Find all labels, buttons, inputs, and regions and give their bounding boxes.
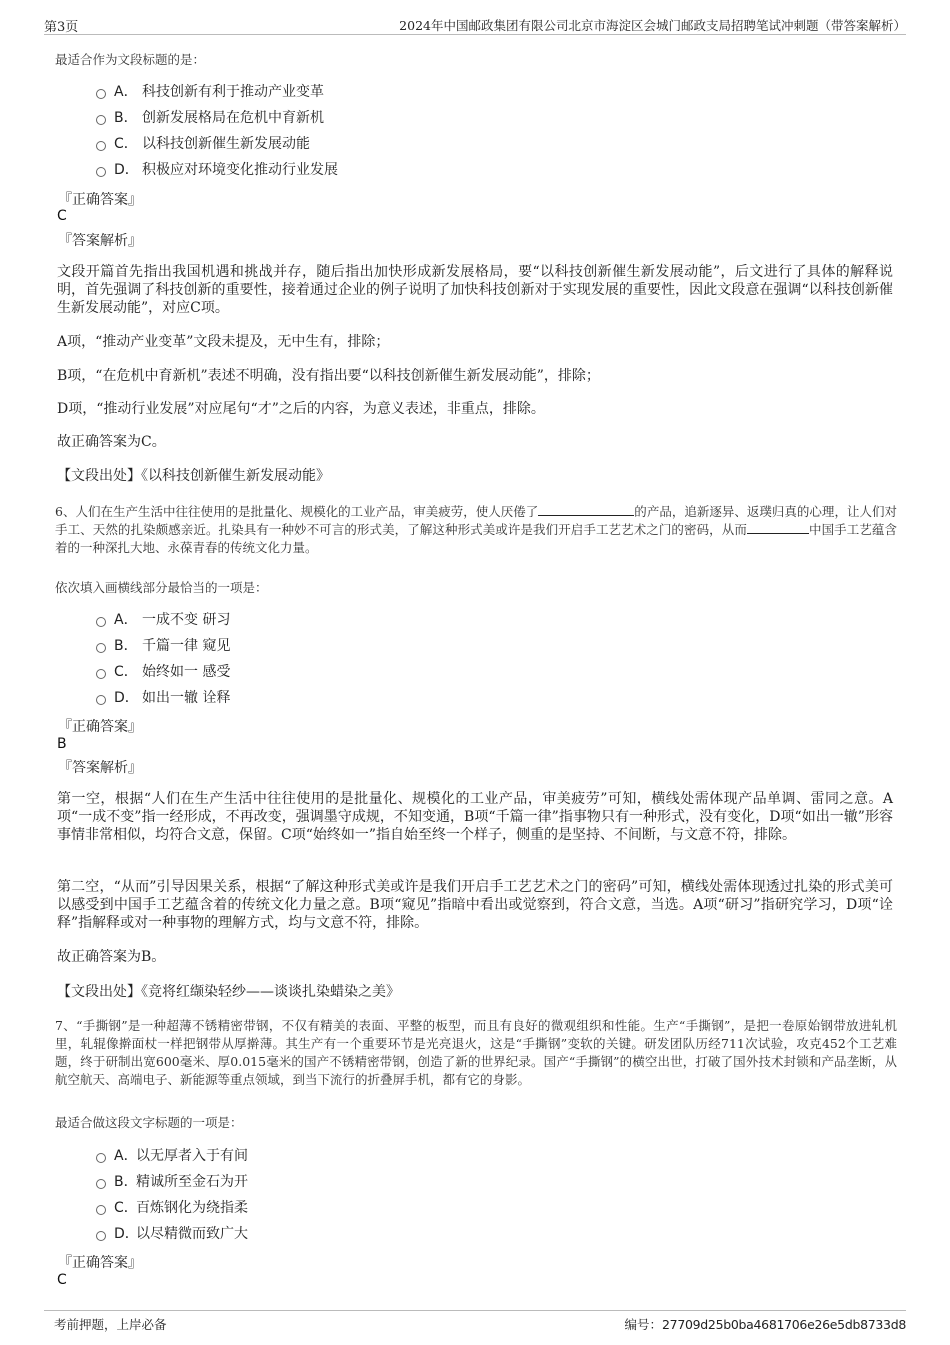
option-text: 百炼钢化为绕指柔	[136, 1200, 248, 1216]
q6-option-a[interactable]	[96, 610, 230, 630]
q7-prompt: 最适合做这段文字标题的一项是：	[55, 1115, 243, 1130]
q6-prompt: 依次填入画横线部分最恰当的一项是：	[55, 580, 268, 595]
option-text: 以科技创新催生新发展动能	[142, 136, 310, 152]
radio-button-icon[interactable]	[96, 1205, 106, 1215]
q5-analysis-paragraph: D项，“推动行业发展”对应尾句“才”之后的内容，为意义表述，非重点，排除。	[57, 401, 545, 417]
q6-answer: B	[57, 736, 67, 752]
q6-option-d[interactable]	[96, 688, 230, 708]
footer-slogan: 考前押题，上岸必备	[54, 1317, 167, 1332]
option-text: 以尽精微而致广大	[136, 1226, 248, 1242]
q6-stem	[55, 503, 897, 557]
q6-option-c[interactable]	[96, 662, 230, 682]
q7-answer-label: 『正确答案』	[58, 1255, 142, 1271]
q5-prompt: 最适合作为文段标题的是：	[55, 52, 206, 67]
option-text: 创新发展格局在危机中育新机	[142, 110, 324, 126]
serial-code: 27709d25b0ba4681706e26e5db8733d8	[662, 1317, 906, 1332]
q7-stem: 7、“手撕钢”是一种超薄不锈精密带钢，不仅有精美的表面、平整的板型，而且有良好的微观组织和性能。生产“手撕钢”，是把一卷原始钢带放进轧机里，轧辊像擀面杖一样把钢带从厚擀薄。其生产有一个重要环节是光亮退火，这是“手撕钢”变软的关键。研发团队历经711次试验，攻克452个工艺难题，终于研制出宽600毫米、厚0.015毫米的国产不锈精密带钢，创造了新的世界纪录。国产“手撕钢”的横空出世，打破了国外技术封锁和产品垄断，从航空航天、高端电子、新能源等重点领域，到当下流行的折叠屏手机，都有它的身影。	[55, 1018, 897, 1087]
option-text: 以无厚者入于有间	[136, 1148, 248, 1164]
page-header	[44, 14, 906, 35]
q7-option-b[interactable]	[96, 1172, 248, 1192]
option-letter: B．	[114, 110, 138, 126]
q6-option-b[interactable]	[96, 636, 230, 656]
option-text: 如出一辙 诠释	[142, 690, 231, 706]
q5-answer: C	[57, 208, 67, 224]
page-number: 第3页	[44, 20, 79, 35]
document-title: 2024年中国邮政集团有限公司北京市海淀区会城门邮政支局招聘笔试冲刺题（带答案解析）	[399, 18, 906, 33]
q6-answer-label: 『正确答案』	[58, 719, 142, 735]
q5-option-c[interactable]	[96, 134, 310, 154]
radio-button-icon[interactable]	[96, 617, 106, 627]
q6-stem-text: 的产品，追新逐异、返璞归真的心理，让人们对手工、天然的扎染颇感亲近。扎染具有一种妙不可言的形式美，了解这种形式美或许是我们开启手工艺艺术之门的密码，从而	[55, 504, 897, 537]
q7-answer: C	[57, 1272, 67, 1288]
option-letter: A．	[114, 84, 138, 100]
q6-conclusion: 故正确答案为B。	[57, 949, 166, 965]
q7-option-d[interactable]	[96, 1224, 248, 1244]
radio-button-icon[interactable]	[96, 167, 106, 177]
option-letter: D．	[114, 162, 139, 178]
option-letter: D．	[114, 690, 139, 706]
serial-label: 编号：	[624, 1317, 663, 1332]
radio-button-icon[interactable]	[96, 1231, 106, 1241]
option-letter: C．	[114, 664, 138, 680]
option-text: 科技创新有利于推动产业变革	[142, 84, 324, 100]
radio-button-icon[interactable]	[96, 643, 106, 653]
fill-blank	[747, 521, 809, 534]
q5-analysis-paragraph: B项，“在危机中育新机”表述不明确，没有指出要“以科技创新催生新发展动能”，排除；	[57, 368, 600, 384]
q6-stem-text: 中国手工艺蕴含着的一种深扎大地、永葆青春的传统文化力量。	[55, 522, 897, 555]
q5-option-b[interactable]	[96, 108, 324, 128]
option-text: 始终如一 感受	[142, 664, 231, 680]
fill-blank	[538, 503, 634, 516]
radio-button-icon[interactable]	[96, 695, 106, 705]
footer-serial	[625, 1315, 906, 1333]
q5-analysis-paragraph: 文段开篇首先指出我国机遇和挑战并存，随后指出加快形成新发展格局，要“以科技创新催生新发展动能”，后文进行了具体的解释说明，首先强调了科技创新的重要性，接着通过企业的例子说明了加快科技创新对于实现发展的重要性，因此文段意在强调“以科技创新催生新发展动能”，对应C项。	[57, 264, 893, 316]
q5-option-a[interactable]	[96, 82, 324, 102]
option-letter: C．	[114, 136, 138, 152]
q5-conclusion: 故正确答案为C。	[57, 434, 166, 450]
option-letter: A．	[114, 1148, 138, 1164]
radio-button-icon[interactable]	[96, 141, 106, 151]
q5-analysis-label: 『答案解析』	[58, 233, 142, 249]
q6-source: 【文段出处】《竞将红缬染轻纱——谈谈扎染蜡染之美》	[57, 984, 400, 1000]
q5-answer-label: 『正确答案』	[58, 192, 142, 208]
q7-option-c[interactable]	[96, 1198, 248, 1218]
option-letter: B．	[114, 638, 138, 654]
q6-analysis-label: 『答案解析』	[58, 760, 142, 776]
radio-button-icon[interactable]	[96, 1179, 106, 1189]
option-text: 千篇一律 窥见	[142, 638, 231, 654]
q6-stem-text: 6、人们在生产生活中往往使用的是批量化、规模化的工业产品，审美疲劳，使人厌倦了	[55, 504, 539, 519]
q7-option-a[interactable]	[96, 1146, 248, 1166]
radio-button-icon[interactable]	[96, 115, 106, 125]
radio-button-icon[interactable]	[96, 669, 106, 679]
option-text: 精诚所至金石为开	[136, 1174, 248, 1190]
radio-button-icon[interactable]	[96, 1153, 106, 1163]
option-letter: B．	[114, 1174, 138, 1190]
option-letter: C．	[114, 1200, 138, 1216]
option-letter: A．	[114, 612, 138, 628]
q5-analysis-paragraph: A项，“推动产业变革”文段未提及，无中生有，排除；	[57, 334, 390, 350]
radio-button-icon[interactable]	[96, 89, 106, 99]
q6-analysis-paragraph: 第一空，根据“人们在生产生活中往往使用的是批量化、规模化的工业产品，审美疲劳”可知，横线处需体现产品单调、雷同之意。A项“一成不变”指一经形成，不再改变，强调墨守成规，不知变通，B项“千篇一律”指事物只有一种形式，没有变化，D项“如出一辙”形容事情非常相似，均符合文意，保留。C项“始终如一”指自始至终一个样子，侧重的是坚持、不间断，与文意不符，排除。	[57, 791, 893, 843]
q5-option-d[interactable]	[96, 160, 338, 180]
page-footer	[44, 1310, 906, 1335]
q5-source: 【文段出处】《以科技创新催生新发展动能》	[57, 468, 330, 484]
option-letter: D．	[114, 1226, 139, 1242]
option-text: 积极应对环境变化推动行业发展	[142, 162, 338, 178]
q6-analysis-paragraph: 第二空，“从而”引导因果关系，根据“了解这种形式美或许是我们开启手工艺艺术之门的密码”可知，横线处需体现透过扎染的形式美可以感受到中国手工艺蕴含着的传统文化力量之意。B项“窥见”指暗中看出或觉察到，符合文意，当选。A项“研习”指研究学习，D项“诠释”指解释或对一种事物的理解方式，均与文意不符，排除。	[57, 879, 893, 931]
option-text: 一成不变 研习	[142, 612, 231, 628]
